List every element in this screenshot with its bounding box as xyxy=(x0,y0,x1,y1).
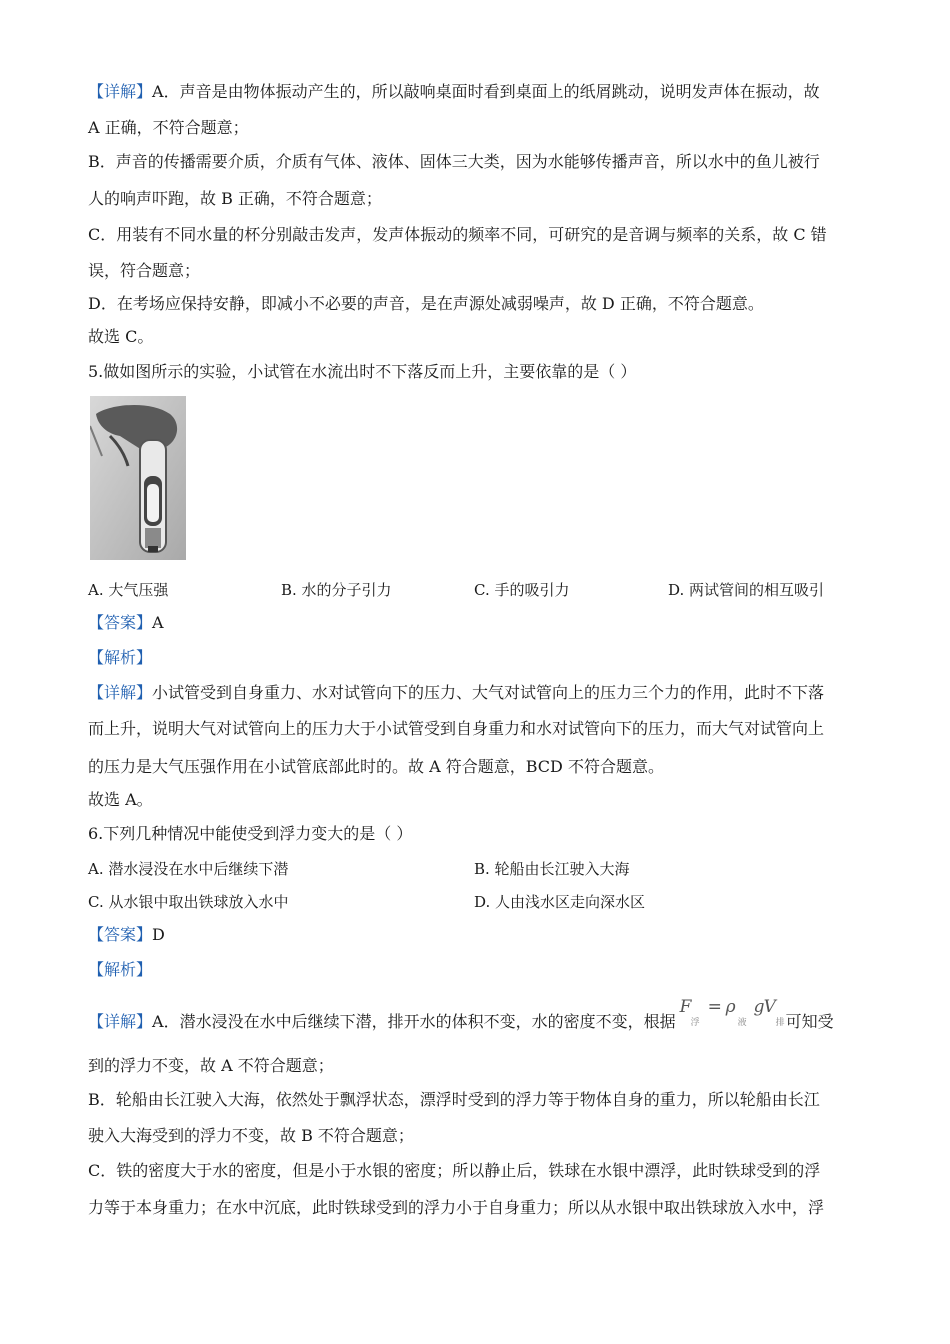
q6-detail-line-6: 力等于本身重力；在水中沉底，此时铁球受到的浮力小于自身重力；所以从水银中取出铁球放入水中，浮 xyxy=(88,1198,825,1217)
q6-option-a: A. 潜水浸没在水中后继续下潜 xyxy=(88,860,289,878)
detail-tag: 【详解】 xyxy=(88,82,153,101)
q6-detail-line-2: 到的浮力不变，故 A 不符合题意； xyxy=(88,1056,334,1075)
buoyancy-formula: F 浮 = ρ 液 g V 排 xyxy=(679,997,785,1028)
q6-analysis-tag: 【解析】 xyxy=(88,960,153,979)
q6-answer-value: D xyxy=(152,925,165,944)
q5-detail-line-1: 【详解】小试管受到自身重力、水对试管向下的压力、大气对试管向上的压力三个力的作用，此时不下落 xyxy=(88,683,825,702)
q6-detail-line-4: 驶入大海受到的浮力不变，故 B 不符合题意； xyxy=(88,1126,414,1145)
q4-detail-line-5: C．用装有不同水量的杯分别敲击发声，发声体振动的频率不同，可研究的是音调与频率的关系，故 C 错 xyxy=(88,225,827,244)
q4-detail-line-6: 误，符合题意； xyxy=(88,261,201,280)
q5-detail-line-2: 而上升，说明大气对试管向上的压力大于小试管受到自身重力和水对试管向下的压力，而大气对试管向上 xyxy=(88,719,825,738)
q5-analysis-tag: 【解析】 xyxy=(88,648,153,667)
q4-detail-line-2: A 正确，不符合题意； xyxy=(88,118,249,137)
q5-conclusion: 故选 A。 xyxy=(88,790,153,809)
q5-detail-line-3: 的压力是大气压强作用在小试管底部此时的。故 A 符合题意，BCD 不符合题意。 xyxy=(88,757,664,776)
q5-answer-value: A xyxy=(152,613,164,632)
q5-option-b: B. 水的分子引力 xyxy=(281,581,392,599)
q5-option-a: A. 大气压强 xyxy=(88,581,169,599)
detail-tag: 【详解】 xyxy=(88,683,153,702)
q6-detail-line-5: C．铁的密度大于水的密度，但是小于水银的密度；所以静止后，铁球在水银中漂浮，此时铁球受到的浮 xyxy=(88,1161,821,1180)
q5-answer xyxy=(88,613,164,633)
detail-tag: 【详解】 xyxy=(88,1012,153,1031)
answer-tag: 【答案】 xyxy=(88,925,153,944)
q6-question: 6.下列几种情况中能使受到浮力变大的是（ ） xyxy=(88,824,413,843)
q5-option-d: D. 两试管间的相互吸引 xyxy=(668,581,825,599)
q6-answer xyxy=(88,925,165,945)
q6-option-c: C. 从水银中取出铁球放入水中 xyxy=(88,893,289,911)
q4-detail-line-7: D．在考场应保持安静，即减小不必要的声音，是在声源处减弱噪声，故 D 正确，不符合题意。 xyxy=(88,294,764,313)
q6-option-d: D. 人由浅水区走向深水区 xyxy=(474,893,646,911)
test-tube-experiment-image xyxy=(90,396,186,560)
answer-tag: 【答案】 xyxy=(88,613,153,632)
q4-conclusion: 故选 C。 xyxy=(88,327,154,346)
q5-question: 5.做如图所示的实验，小试管在水流出时不下落反而上升，主要依靠的是（ ） xyxy=(88,362,637,381)
q4-detail-line-4: 人的响声吓跑，故 B 正确，不符合题意； xyxy=(88,189,382,208)
q4-detail-line-3: B．声音的传播需要介质，介质有气体、液体、固体三大类，因为水能够传播声音，所以水中的鱼儿被行 xyxy=(88,152,820,171)
q6-option-b: B. 轮船由长江驶入大海 xyxy=(474,860,630,878)
q6-detail-line-3: B．轮船由长江驶入大海，依然处于飘浮状态，漂浮时受到的浮力等于物体自身的重力，所以轮船由长江 xyxy=(88,1090,820,1109)
q6-detail-line-1: 【详解】A．潜水浸没在水中后继续下潜，排开水的体积不变，水的密度不变，根据 F 浮 = ρ 液 g V 排 可知受 xyxy=(88,997,834,1031)
q4-detail-line-1: 【详解】A．声音是由物体振动产生的，所以敲响桌面时看到桌面上的纸屑跳动，说明发声体在振动，故 xyxy=(88,82,820,101)
q5-option-c: C. 手的吸引力 xyxy=(474,581,570,599)
